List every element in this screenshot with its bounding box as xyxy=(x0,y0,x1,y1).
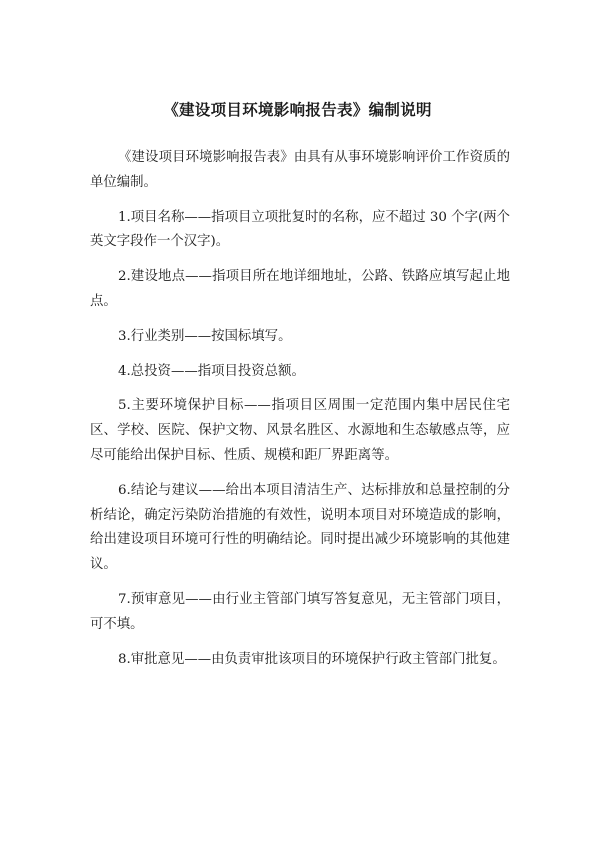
item-industry-category: 3.行业类别——按国标填写。 xyxy=(118,328,292,344)
item-conclusion-suggestions: 6.结论与建议——给出本项目清洁生产、达标排放和总量控制的分析结论，确定污染防治措施的有效性，说明本项目对环境造成的影响，给出建设项目环境可行性的明确结论。同时提出减少环境影响的其他建议。 xyxy=(90,482,510,573)
document-body xyxy=(90,146,510,682)
page-title: 《建设项目环境影响报告表》编制说明 xyxy=(163,101,432,119)
intro-paragraph: 《建设项目环境影响报告表》由具有从事环境影响评价工作资质的单位编制。 xyxy=(90,150,510,190)
item-protection-targets: 5.主要环境保护目标——指项目区周围一定范围内集中居民住宅区、学校、医院、保护文物、风景名胜区、水源地和生态敏感点等，应尽可能给出保护目标、性质、规模和距厂界距离等。 xyxy=(90,398,510,463)
item-construction-site: 2.建设地点——指项目所在地详细地址，公路、铁路应填写起止地点。 xyxy=(90,269,510,309)
item-approval-opinion: 8.审批意见——由负责审批该项目的环境保护行政主管部门批复。 xyxy=(118,651,506,667)
item-total-investment: 4.总投资——指项目投资总额。 xyxy=(118,363,305,379)
item-project-name: 1.项目名称——指项目立项批复时的名称，应不超过 30 个字(两个英文字段作一个汉字)。 xyxy=(90,209,510,250)
item-preliminary-review: 7.预审意见——由行业主管部门填写答复意见，无主管部门项目，可不填。 xyxy=(90,591,510,632)
